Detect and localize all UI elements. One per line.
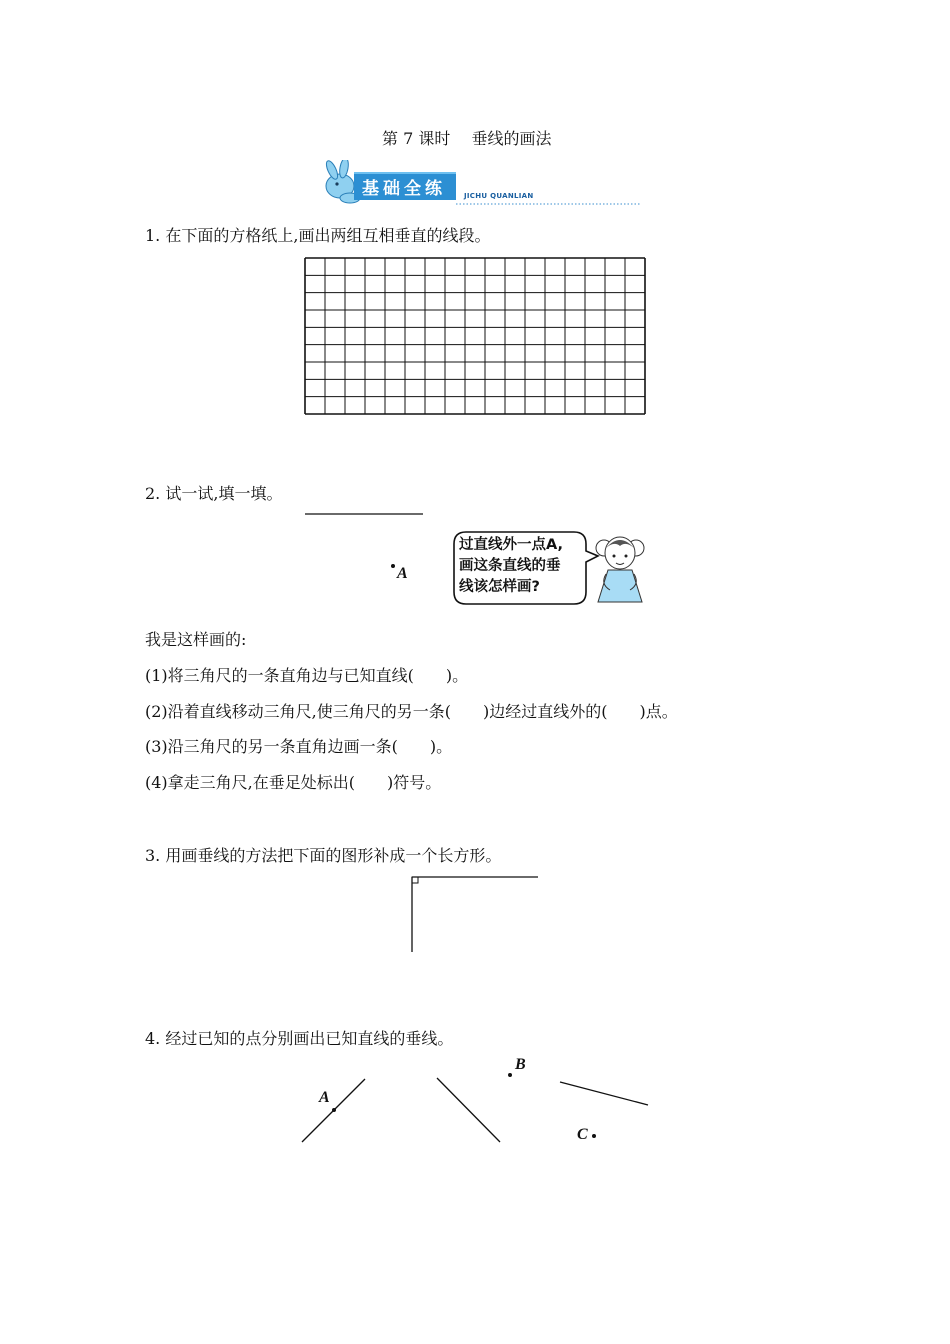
point-a-label-q4: A — [319, 1089, 330, 1106]
point-b-label: B — [515, 1056, 526, 1073]
step-4: (4)拿走三角尺,在垂足处标出( )符号。 — [145, 773, 442, 792]
step-2: (2)沿着直线移动三角尺,使三角尺的另一条( )边经过直线外的( )点。 — [145, 702, 678, 721]
question-3: 3. 用画垂线的方法把下面的图形补成一个长方形。 — [145, 846, 502, 865]
bubble-line-3: 线该怎样画? — [459, 579, 540, 595]
banner-label: 基础全练 — [362, 179, 446, 199]
banner-pinyin: JICHU QUANLIAN — [464, 192, 534, 200]
answer-intro: 我是这样画的: — [145, 630, 247, 649]
bubble-line-2: 画这条直线的垂 — [459, 558, 561, 574]
page-title: 第 7 课时 垂线的画法 — [382, 129, 552, 148]
step-3: (3)沿三角尺的另一条直角边画一条( )。 — [145, 737, 453, 756]
point-c-label: C — [577, 1126, 588, 1143]
question-1: 1. 在下面的方格纸上,画出两组互相垂直的线段。 — [145, 226, 491, 245]
step-1: (1)将三角尺的一条直角边与已知直线( )。 — [145, 666, 469, 685]
bubble-line-1: 过直线外一点A, — [459, 537, 563, 553]
question-2: 2. 试一试,填一填。 — [145, 484, 283, 503]
question-4: 4. 经过已知的点分别画出已知直线的垂线。 — [145, 1029, 454, 1048]
point-a-label: A — [397, 565, 408, 582]
